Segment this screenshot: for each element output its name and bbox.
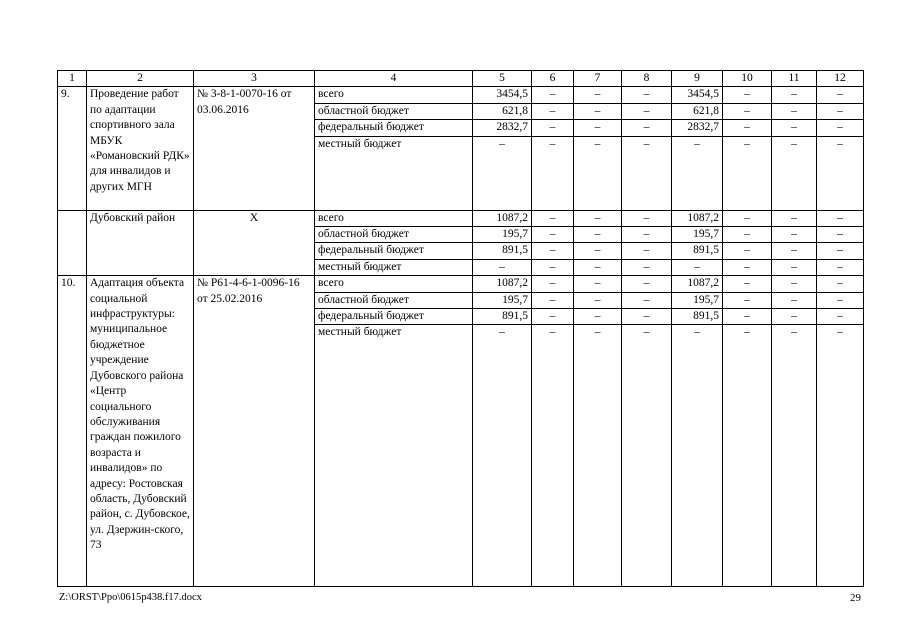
value-cell-c6: – [532,325,574,587]
budget-label: областной бюджет [315,103,473,119]
value-cell-c6: – [532,120,574,136]
header-cell: 9 [672,71,723,87]
value-cell-c11: – [772,325,817,587]
value-cell-c8: – [622,210,672,226]
value-cell-c6: – [532,103,574,119]
value-cell-c12: – [817,120,864,136]
budget-label: всего [315,276,473,292]
table-row [58,276,864,292]
value-cell-c8: – [622,292,672,308]
value-cell-c5: 891,5 [473,309,532,325]
item-number: 10. [58,276,87,587]
value-cell-c7: – [574,227,622,243]
value-cell-c7: – [574,136,622,210]
value-cell-c11: – [772,136,817,210]
budget-label: федеральный бюджет [315,120,473,136]
value-cell-c12: – [817,227,864,243]
value-cell-c7: – [574,103,622,119]
value-cell-c11: – [772,120,817,136]
value-cell-c9: 891,5 [672,243,723,259]
value-cell-c9: 891,5 [672,309,723,325]
value-cell-c8: – [622,325,672,587]
value-cell-c10: – [723,120,772,136]
value-cell-c12: – [817,87,864,103]
value-cell-c7: – [574,87,622,103]
value-cell-c7: – [574,309,622,325]
value-cell-c9: 195,7 [672,292,723,308]
value-cell-c8: – [622,309,672,325]
item-document: № 3-8-1-0070-16 от 03.06.2016 [194,87,315,210]
table-row [58,210,864,226]
value-cell-c6: – [532,309,574,325]
value-cell-c5: 195,7 [473,292,532,308]
value-cell-c12: – [817,210,864,226]
value-cell-c5: 891,5 [473,243,532,259]
value-cell-c5: 1087,2 [473,276,532,292]
value-cell-c6: – [532,243,574,259]
item-name: Адаптация объекта социальной инфраструктуры: муниципальное бюджетное учреждение Дубовского района «Центр социального обслуживания граждан пожилого возраста и инвалидов» по адресу: Ростовская область, Дубовский район, с. Дубовское, ул. Дзержин-ского, 73 [87,276,194,587]
value-cell-c6: – [532,87,574,103]
budget-label: областной бюджет [315,227,473,243]
header-cell: 4 [315,71,473,87]
value-cell-c5: – [473,259,532,275]
value-cell-c6: – [532,292,574,308]
header-cell: 2 [87,71,194,87]
value-cell-c12: – [817,243,864,259]
value-cell-c11: – [772,259,817,275]
value-cell-c5: – [473,325,532,587]
value-cell-c11: – [772,243,817,259]
header-cell: 10 [723,71,772,87]
item-document: № Р61-4-6-1-0096-16 от 25.02.2016 [194,276,315,587]
value-cell-c12: – [817,136,864,210]
value-cell-c10: – [723,292,772,308]
value-cell-c6: – [532,136,574,210]
header-cell: 3 [194,71,315,87]
value-cell-c10: – [723,325,772,587]
budget-label: областной бюджет [315,292,473,308]
value-cell-c7: – [574,292,622,308]
item-name: Дубовский район [87,210,194,276]
value-cell-c7: – [574,325,622,587]
value-cell-c7: – [574,243,622,259]
value-cell-c11: – [772,87,817,103]
value-cell-c9: 1087,2 [672,276,723,292]
value-cell-c12: – [817,292,864,308]
value-cell-c5: 3454,5 [473,87,532,103]
header-cell: 7 [574,71,622,87]
value-cell-c10: – [723,87,772,103]
value-cell-c5: 621,8 [473,103,532,119]
value-cell-c8: – [622,87,672,103]
value-cell-c10: – [723,276,772,292]
value-cell-c9: – [672,259,723,275]
header-cell: 5 [473,71,532,87]
header-cell: 12 [817,71,864,87]
header-cell: 11 [772,71,817,87]
value-cell-c5: 1087,2 [473,210,532,226]
value-cell-c9: 1087,2 [672,210,723,226]
value-cell-c5: 2832,7 [473,120,532,136]
value-cell-c8: – [622,103,672,119]
value-cell-c11: – [772,292,817,308]
budget-label: местный бюджет [315,136,473,210]
header-cell: 8 [622,71,672,87]
value-cell-c10: – [723,136,772,210]
budget-label: федеральный бюджет [315,243,473,259]
value-cell-c6: – [532,259,574,275]
value-cell-c9: 2832,7 [672,120,723,136]
value-cell-c10: – [723,210,772,226]
value-cell-c5: 195,7 [473,227,532,243]
footer-file-path: Z:\ORST\Ppo\0615p438.f17.docx [59,592,202,603]
value-cell-c8: – [622,276,672,292]
header-cell: 6 [532,71,574,87]
value-cell-c8: – [622,120,672,136]
value-cell-c8: – [622,227,672,243]
value-cell-c7: – [574,210,622,226]
value-cell-c10: – [723,243,772,259]
value-cell-c7: – [574,259,622,275]
header-row [58,71,864,87]
table-row [58,87,864,103]
value-cell-c11: – [772,309,817,325]
value-cell-c12: – [817,325,864,587]
value-cell-c10: – [723,309,772,325]
header-cell: 1 [58,71,87,87]
item-number [58,210,87,276]
budget-table [57,70,864,587]
value-cell-c10: – [723,259,772,275]
value-cell-c12: – [817,309,864,325]
value-cell-c11: – [772,276,817,292]
value-cell-c6: – [532,276,574,292]
budget-label: всего [315,87,473,103]
value-cell-c11: – [772,103,817,119]
value-cell-c11: – [772,210,817,226]
item-name: Проведение работ по адаптации спортивного зала МБУК «Романовский РДК» для инвалидов и других МГН [87,87,194,210]
value-cell-c12: – [817,103,864,119]
budget-label: местный бюджет [315,325,473,587]
value-cell-c9: 621,8 [672,103,723,119]
value-cell-c6: – [532,210,574,226]
budget-label: местный бюджет [315,259,473,275]
budget-label: федеральный бюджет [315,309,473,325]
page-number: 29 [850,592,861,604]
value-cell-c9: – [672,136,723,210]
value-cell-c9: 3454,5 [672,87,723,103]
item-document: Х [194,210,315,276]
value-cell-c7: – [574,120,622,136]
value-cell-c12: – [817,276,864,292]
value-cell-c8: – [622,243,672,259]
value-cell-c7: – [574,276,622,292]
value-cell-c9: – [672,325,723,587]
value-cell-c9: 195,7 [672,227,723,243]
value-cell-c10: – [723,103,772,119]
value-cell-c6: – [532,227,574,243]
value-cell-c8: – [622,259,672,275]
budget-label: всего [315,210,473,226]
value-cell-c5: – [473,136,532,210]
item-number: 9. [58,87,87,210]
value-cell-c10: – [723,227,772,243]
value-cell-c8: – [622,136,672,210]
value-cell-c12: – [817,259,864,275]
value-cell-c11: – [772,227,817,243]
